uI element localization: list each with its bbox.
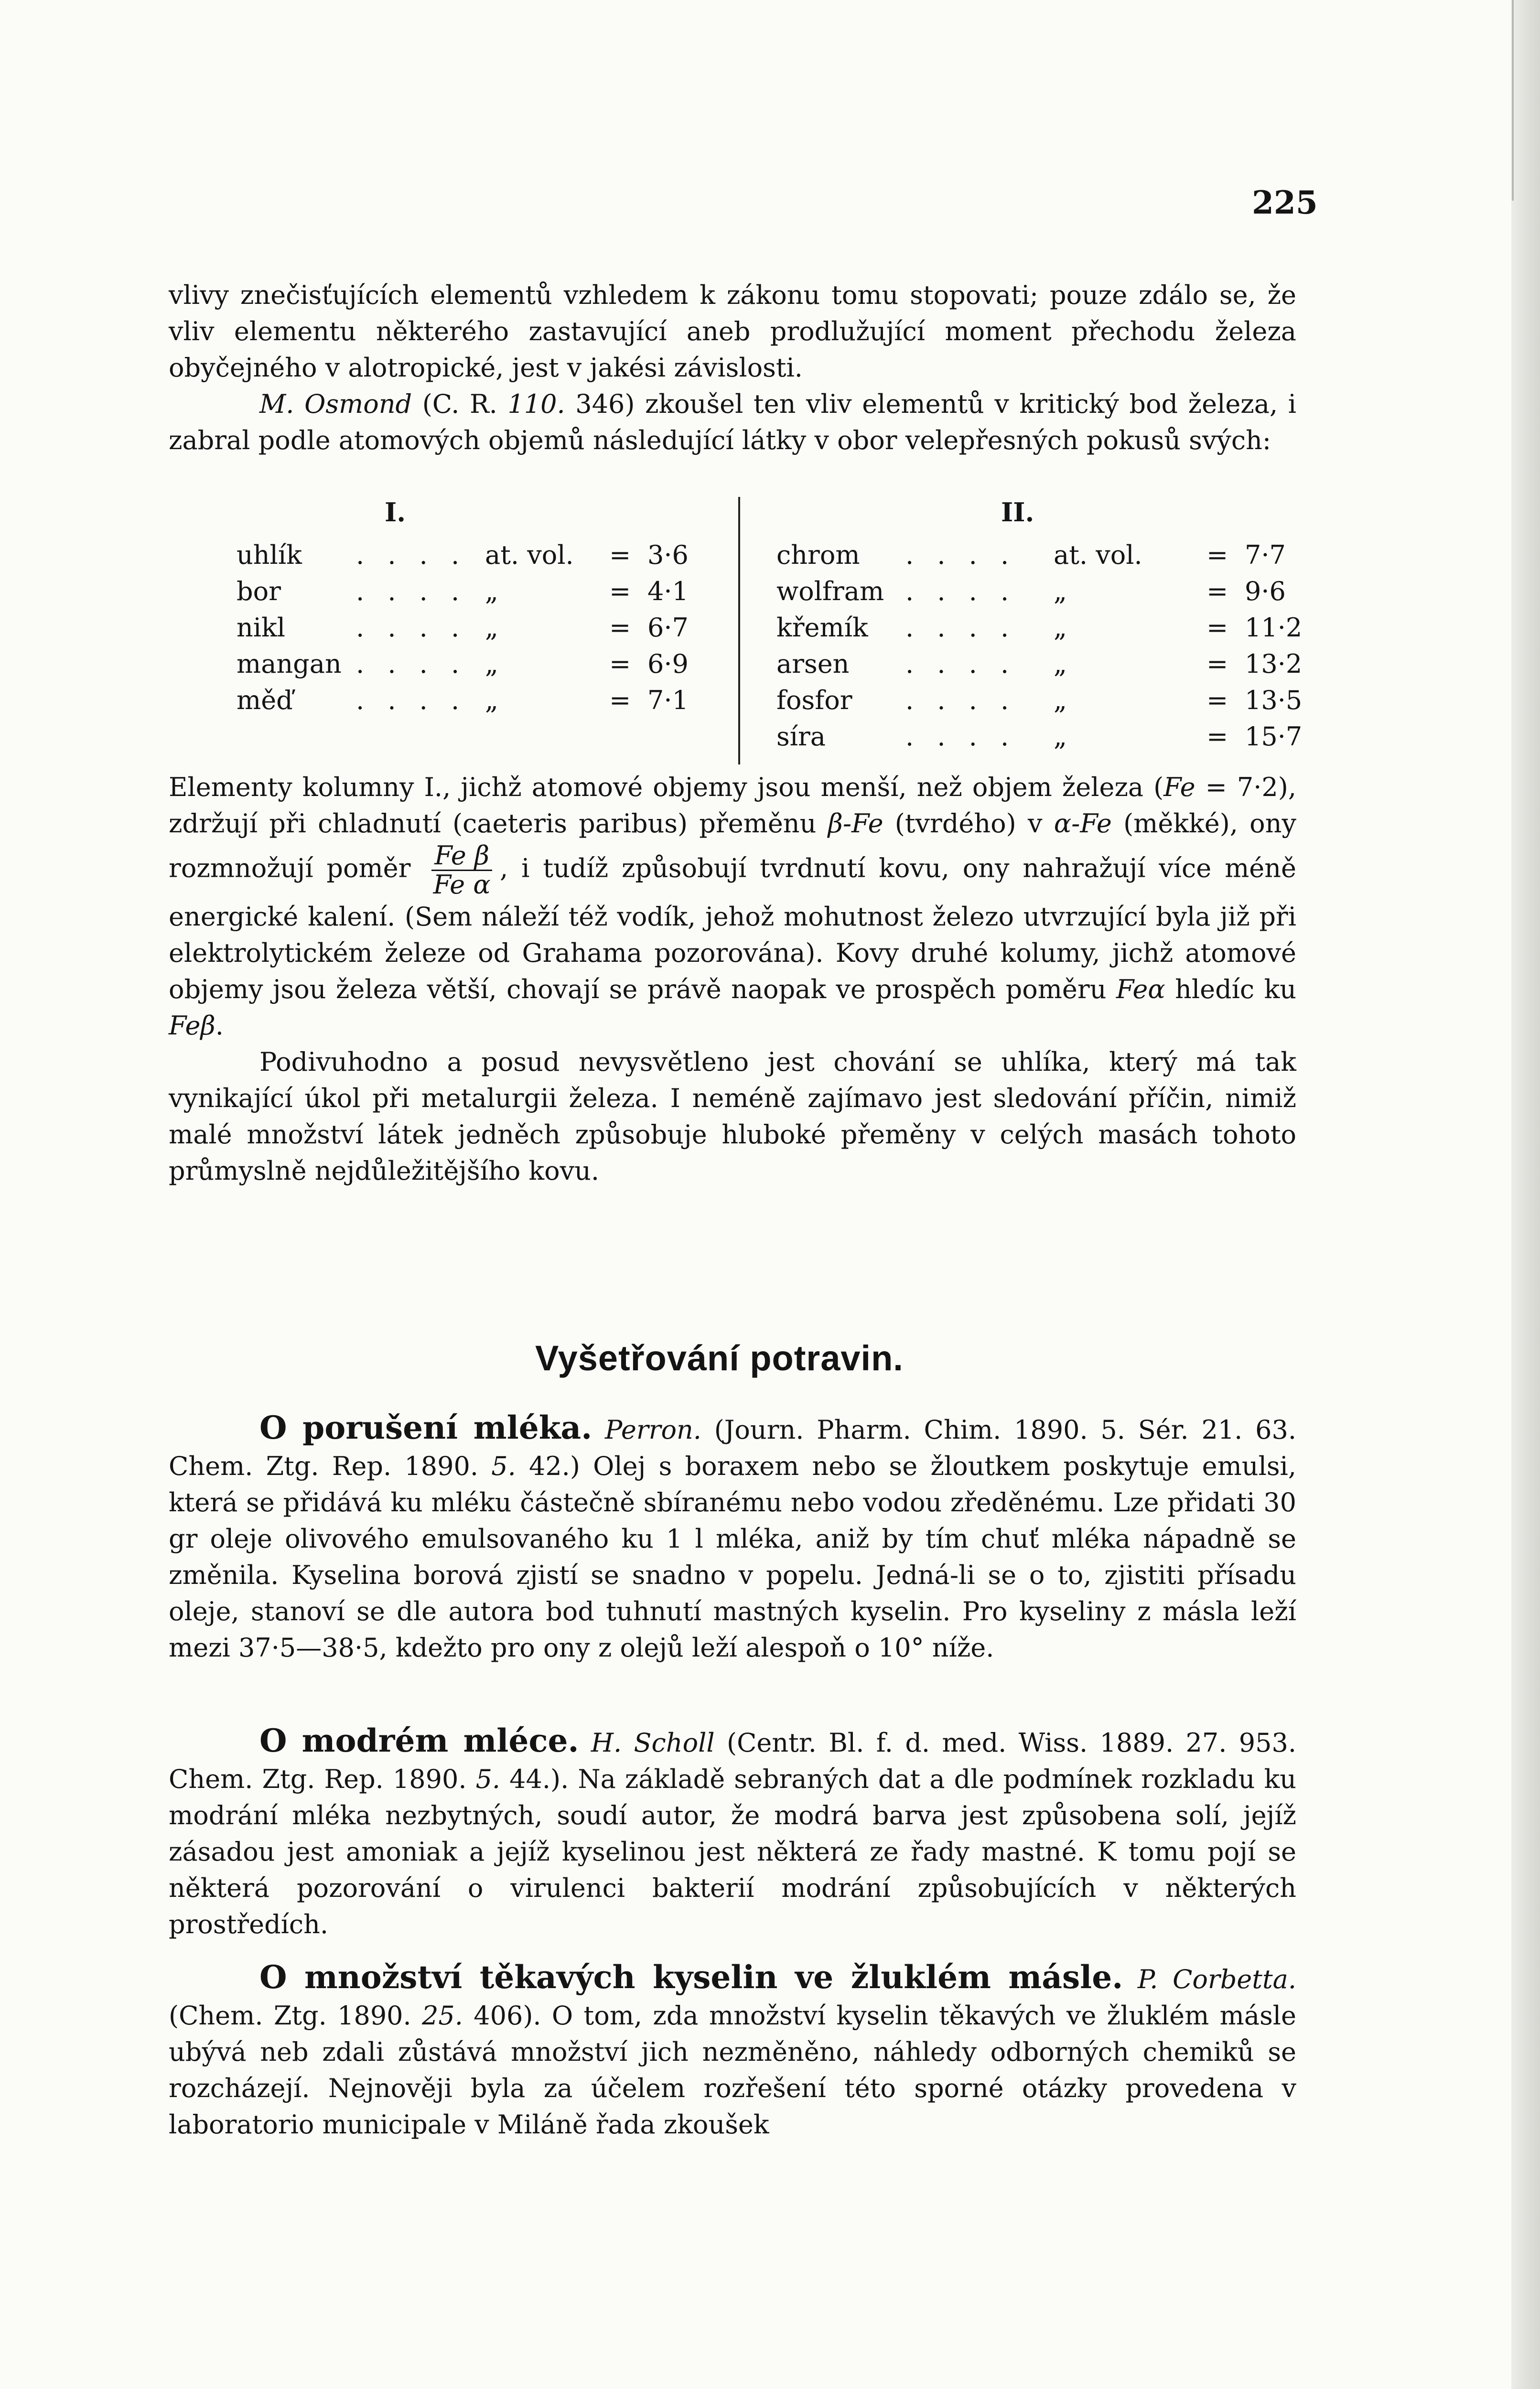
- symbol-fe-beta: Feβ: [169, 1011, 215, 1041]
- equals-sign: =: [1206, 685, 1228, 715]
- equals-sign: =: [1206, 649, 1228, 679]
- atomic-volume-value: 6·7: [647, 613, 689, 643]
- article-2-reference-vol: 5.: [475, 1764, 501, 1794]
- col1-row: [237, 685, 714, 719]
- equals-sign: =: [1206, 721, 1228, 752]
- unit-label: „: [1054, 613, 1067, 643]
- elements-paragraph: [169, 769, 1296, 1044]
- atomic-volume-value: 11·2: [1245, 613, 1303, 643]
- leader-dots: . . . .: [905, 613, 1017, 643]
- col2-row: [776, 540, 1302, 573]
- text-run: (tvrdého) v: [883, 808, 1054, 839]
- col2-row: [776, 721, 1302, 755]
- text-run: .: [215, 1011, 224, 1041]
- ratio-fraction: [431, 842, 492, 899]
- element-name: síra: [776, 721, 826, 752]
- unit-label: „: [1054, 576, 1067, 606]
- leader-dots: . . . .: [356, 540, 467, 570]
- column-1-header: I.: [385, 497, 406, 527]
- article-2-reference: (Centr. Bl. f. d. med. Wiss. 1889. 27. 953. Chem. Ztg. Rep. 1890.: [169, 1728, 1296, 1794]
- binding-line: [1512, 0, 1514, 201]
- article-3-author: P. Corbetta.: [1137, 1964, 1296, 1994]
- article-2-title: O modrém mléce.: [259, 1722, 579, 1759]
- after-table-section: [169, 769, 1296, 1189]
- element-name: křemík: [776, 613, 868, 643]
- article-3-body: O tom, zda množství kyselin těkavých ve žluklém másle ubývá neb zdali zůstává množství jich nezměněno, náhledy odborných chemiků se rozcházejí. Nejnověji byla za účelem rozřešení této sporné otázky provedena v laboratorio municipale v Miláně řada zkoušek: [169, 2001, 1297, 2140]
- carbon-paragraph: Podivuhodno a posud nevysvětleno jest chování se uhlíka, který má tak vynikající úkol při metalurgii železa. I neméně zajímavo jest sledování příčin, nimiž malé množství látek jedněch způsobuje hluboké přeměny v celých masách tohoto průmyslně nejdůležitějšího kovu.: [169, 1047, 1296, 1186]
- article-3-reference: (Chem. Ztg. 1890.: [169, 2001, 422, 2031]
- unit-label: „: [485, 613, 498, 643]
- leader-dots: . . . .: [905, 721, 1017, 752]
- leader-dots: . . . .: [356, 685, 467, 715]
- leader-dots: . . . .: [356, 613, 467, 643]
- unit-label: „: [1054, 649, 1067, 679]
- col2-row: [776, 576, 1302, 610]
- author-osmond: M. Osmond: [259, 389, 412, 419]
- element-name: wolfram: [776, 576, 884, 606]
- atomic-volume-value: 7·1: [647, 685, 689, 715]
- text-run: , i tudíž způsobují tvrdnutí kovu, ony nahražují více méně energické kalení. (Sem náleží též vodík, jehož mohutnost železo utvrzující byla již při elektrolytickém železe od Grahama pozorována). Kovy druhé kolumy, jichž atomové objemy jsou železa větší, chovají se právě naopak ve prospěch poměru: [169, 853, 1296, 1004]
- atomic-volume-value: 13·5: [1245, 685, 1303, 715]
- unit-label: „: [485, 685, 498, 715]
- article-3-reference-end: 406).: [463, 2001, 541, 2031]
- unit-label: „: [485, 576, 498, 606]
- article-blue-milk: [169, 1722, 1296, 1943]
- article-1-author: Perron.: [604, 1415, 701, 1445]
- col2-row: [776, 685, 1302, 719]
- equals-sign: =: [609, 576, 631, 606]
- unit-label: at. vol.: [1054, 540, 1142, 570]
- article-2-reference-end: 44.).: [500, 1764, 569, 1794]
- leader-dots: . . . .: [905, 649, 1017, 679]
- intro-paragraph-2-text: 346) zkoušel ten vliv elementů v kritický bod železa, i zabral podle atomových objemů následující látky v obor velepřesných pokusů svých:: [169, 389, 1296, 455]
- article-1-body: Olej s boraxem nebo se žloutkem poskytuje emulsi, která se přidává ku mléku částečně sbíranému nebo vodou zředěnému. Lze přidati 30 gr oleje olivového emulsovaného ku 1 l mléka, aniž by tím chuť mléka nápadně se změnila. Kyselina borová zjistí se snadno v popelu. Jedná-li se o to, zjistiti přísadu oleje, stanoví se dle autora bod tuhnutí mastných kyselin. Pro kyseliny z másla leží mezi 37·5—38·5, kdežto pro ony z olejů leží alespoň o 10° níže.: [169, 1451, 1296, 1663]
- fraction-numerator: Fe β: [431, 842, 492, 871]
- element-name: bor: [237, 576, 281, 606]
- article-1-paragraph: [169, 1410, 1296, 1666]
- article-1-reference-vol: 5.: [491, 1451, 516, 1481]
- col1-row: [237, 576, 714, 610]
- element-name: arsen: [776, 649, 850, 679]
- atomic-volume-value: 7·7: [1245, 540, 1286, 570]
- article-milk-adulteration: [169, 1410, 1296, 1666]
- equals-sign: =: [609, 649, 631, 679]
- unit-label: „: [1054, 685, 1067, 715]
- intro-paragraph-1: vlivy znečisťujících elementů vzhledem k zákonu tomu stopovati; pouze zdálo se, že vliv elementu některého zastavující aneb prodlužující moment přechodu železa obyčejného v alotropické, jest v jakési závislosti.: [169, 280, 1296, 383]
- table-divider: [738, 497, 740, 764]
- equals-sign: =: [609, 685, 631, 715]
- article-volatile-acids: [169, 1959, 1296, 2143]
- article-1-reference-end: 42.): [516, 1451, 580, 1481]
- leader-dots: . . . .: [905, 685, 1017, 715]
- article-2-body: Na základě sebraných dat a dle podmínek rozkladu ku modrání mléka nezbytných, soudí autor, že modrá barva jest způsobena solí, jejíž zásadou jest amoniak a jejíž kyselinou jest některá ze řady mastné. K tomu pojí se některá pozorování o virulenci bakterií modrání způsobujících v některých prostředích.: [169, 1764, 1296, 1939]
- unit-label: „: [485, 649, 498, 679]
- equals-sign: =: [1206, 576, 1228, 606]
- col2-row: [776, 613, 1302, 646]
- article-2-paragraph: [169, 1722, 1296, 1943]
- equals-sign: =: [1206, 613, 1228, 643]
- text-run: Elementy kolumny I., jichž atomové objemy jsou menší, než objem železa (: [169, 772, 1164, 802]
- element-name: mangan: [237, 649, 342, 679]
- equals-sign: =: [609, 540, 631, 570]
- col1-row: [237, 613, 714, 646]
- symbol-alpha-fe: α-Fe: [1054, 808, 1112, 839]
- element-name: chrom: [776, 540, 860, 570]
- symbol-fe-alpha: Feα: [1116, 974, 1165, 1004]
- equals-sign: =: [609, 613, 631, 643]
- text-run: (měkké), ony rozmnožují poměr: [169, 808, 1296, 883]
- article-3-title: O množství těkavých kyselin ve žluklém másle.: [259, 1959, 1123, 1996]
- element-name: fosfor: [776, 685, 852, 715]
- intro-paragraph-2: [169, 386, 1296, 459]
- atomic-volume-value: 9·6: [1245, 576, 1286, 606]
- article-3-reference-vol: 25.: [422, 2001, 463, 2031]
- element-name: nikl: [237, 613, 286, 643]
- leader-dots: . . . .: [905, 576, 1017, 606]
- unit-label: „: [1054, 721, 1067, 752]
- atomic-volume-table: [170, 497, 1307, 769]
- atomic-volume-value: 4·1: [647, 576, 689, 606]
- element-name: uhlík: [237, 540, 302, 570]
- intro-section: [169, 277, 1296, 459]
- symbol-fe: Fe: [1163, 772, 1195, 802]
- leader-dots: . . . .: [356, 576, 467, 606]
- page-edge: [1511, 0, 1540, 2389]
- article-1-reference: (Journ. Pharm. Chim. 1890. 5. Sér. 21. 63. Chem. Ztg. Rep. 1890.: [169, 1415, 1297, 1481]
- article-3-paragraph: [169, 1959, 1296, 2143]
- text-run: = 7·2), zdržují při chladnutí (caeteris paribus) přeměnu: [169, 772, 1297, 839]
- reference-open: (C. R.: [412, 389, 508, 419]
- equals-sign: =: [1206, 540, 1228, 570]
- text-run: hledíc ku: [1165, 974, 1296, 1004]
- leader-dots: . . . .: [356, 649, 467, 679]
- element-name: měď: [237, 685, 293, 715]
- atomic-volume-value: 13·2: [1245, 649, 1303, 679]
- column-2-header: II.: [1001, 497, 1034, 527]
- article-2-author: H. Scholl: [591, 1728, 715, 1758]
- col1-row: [237, 649, 714, 682]
- symbol-beta-fe: β-Fe: [828, 808, 883, 839]
- atomic-volume-value: 15·7: [1245, 721, 1303, 752]
- col1-row: [237, 540, 714, 573]
- atomic-volume-value: 6·9: [647, 649, 689, 679]
- unit-label: at. vol.: [485, 540, 574, 570]
- leader-dots: . . . .: [905, 540, 1017, 570]
- fraction-denominator: Fe α: [433, 870, 491, 900]
- reference-volume: 110.: [507, 389, 565, 419]
- page-number: 225: [1252, 184, 1318, 221]
- col2-row: [776, 649, 1302, 682]
- atomic-volume-value: 3·6: [647, 540, 689, 570]
- article-1-title: O porušení mléka.: [259, 1409, 592, 1446]
- section-heading: Vyšetřování potravin.: [535, 1338, 904, 1378]
